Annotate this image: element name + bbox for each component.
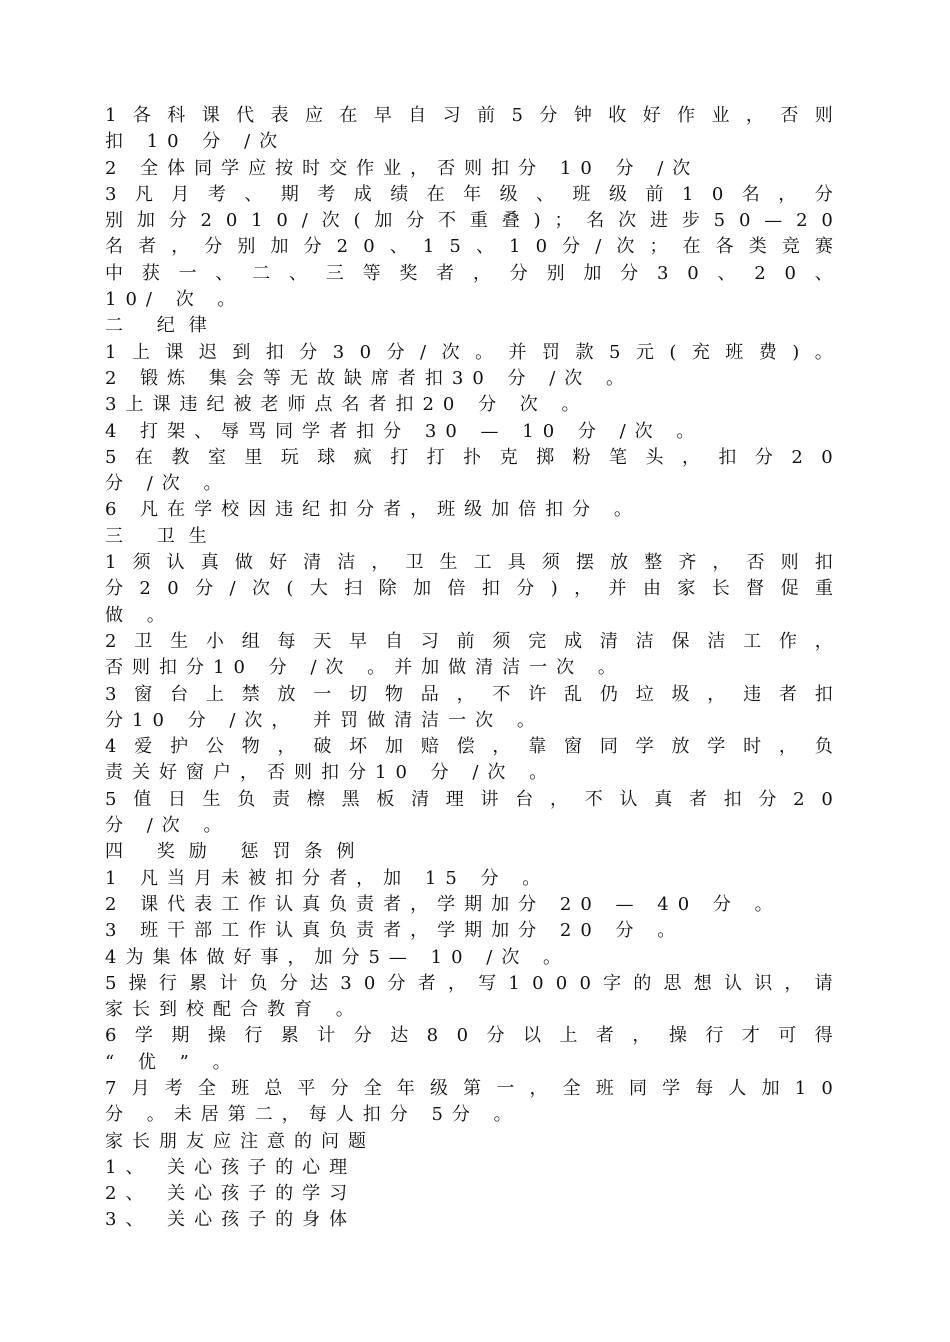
text-line: 6 学 期 操 行 累 计 分 达 8 0 分 以 上 者 ， 操 行 才 可 得 xyxy=(105,1025,833,1047)
text-line: 1 各 科 课 代 表 应 在 早 自 习 前 5 分 钟 收 好 作 业 ， 否 则 xyxy=(105,105,833,126)
text-line: 责关好窗户，否则扣分10 分 /次 。 xyxy=(105,762,557,784)
text-line: 2 全体同学应按时交作业，否则扣分 10 分 /次 xyxy=(105,157,700,179)
section-heading-hygiene: 三 卫生 xyxy=(105,525,221,547)
text-line: 5 值 日 生 负 责 檫 黑 板 清 理 讲 台 ， 不 认 真 者 扣 分 2 0 xyxy=(105,788,833,810)
text-line: 3 凡 月 考 、 期 考 成 绩 在 年 级 、 班 级 前 1 0 名 ， 分 xyxy=(105,183,833,205)
text-line: 否则扣分10 分 /次 。并加做清洁一次 。 xyxy=(105,657,625,679)
text-line: 名 者 ， 分 别 加 分 2 0 、 1 5 、 1 0 分 / 次 ； 在 各 类 竞 赛 xyxy=(105,236,833,258)
text-line: 分 /次 。 xyxy=(105,473,231,495)
text-line: 4 打架、辱骂同学者扣分 30 — 10 分 /次 。 xyxy=(105,420,704,442)
text-line: 1 须 认 真 做 好 清 洁 ， 卫 生 工 具 须 摆 放 整 齐 ， 否 则 扣 xyxy=(105,552,833,574)
text-line: 1 凡当月未被扣分者，加 15 分 。 xyxy=(105,867,550,889)
text-line: 别 加 分 2 0 1 0 / 次 ( 加 分 不 重 叠 ) ； 名 次 进 步 5 0 — 2 0 xyxy=(105,210,833,232)
text-line: 做 。 xyxy=(105,604,174,626)
text-line: 3上课违纪被老师点名者扣20 分 次 。 xyxy=(105,394,589,416)
text-line: 7 月 考 全 班 总 平 分 全 年 级 第 一 ， 全 班 同 学 每 人 加 1 0 xyxy=(105,1077,833,1099)
section-heading-rewards: 四 奖励 惩罚条例 xyxy=(105,841,369,863)
text-line: 1 上 课 迟 到 扣 分 3 0 分 / 次 。 并 罚 款 5 元 ( 充 班 费 ) 。 xyxy=(105,341,833,363)
section-heading-parents: 家长朋友应注意的问题 xyxy=(105,1130,375,1152)
text-line: 1、 关心孩子的心理 xyxy=(105,1156,357,1178)
text-line: 分 。未居第二，每人扣分 5分 。 xyxy=(105,1104,521,1126)
text-line: 3、 关心孩子的身体 xyxy=(105,1209,357,1231)
text-line: 分 /次 。 xyxy=(105,815,231,837)
text-line: 中 获 一 、 二 、 三 等 奖 者 ， 分 别 加 分 3 0 、 2 0 、 xyxy=(105,262,833,284)
text-line: 5 在 教 室 里 玩 球 疯 打 打 扑 克 掷 粉 笔 头 ， 扣 分 2 0 xyxy=(105,446,833,468)
text-line: 家长到校配合教育 。 xyxy=(105,999,363,1021)
text-line: 扣 10 分 /次 xyxy=(105,131,287,153)
text-line: 2 锻炼 集会等无故缺席者扣30 分 /次 。 xyxy=(105,367,634,389)
section-heading-discipline: 二 纪律 xyxy=(105,315,221,337)
text-line: 5 操 行 累 计 负 分 达 3 0 分 者 ， 写 1 0 0 0 字 的 思 想 认 识 ， 请 xyxy=(105,972,833,994)
text-line: 3 班干部工作认真负责者，学期加分 20 分 。 xyxy=(105,920,685,942)
text-line: 2 卫 生 小 组 每 天 早 自 习 前 须 完 成 清 洁 保 洁 工 作 ， xyxy=(105,630,833,652)
text-line: 6 凡在学校因违纪扣分者，班级加倍扣分 。 xyxy=(105,499,641,521)
text-line: 3 窗 台 上 禁 放 一 切 物 品 ， 不 许 乱 仍 垃 圾 ， 违 者 扣 xyxy=(105,683,833,705)
text-line: 分10 分 /次， 并罚做清洁一次 。 xyxy=(105,709,544,731)
text-line: 10/ 次 。 xyxy=(105,289,245,311)
text-line: 分 2 0 分 / 次 ( 大 扫 除 加 倍 扣 分 ) ， 并 由 家 长 督 促 重 xyxy=(105,578,833,600)
text-line: “ 优 ” 。 xyxy=(105,1051,240,1073)
text-line: 4为集体做好事，加分5— 10 /次 。 xyxy=(105,946,571,968)
text-line: 2、 关心孩子的学习 xyxy=(105,1183,357,1205)
text-line: 2 课代表工作认真负责者，学期加分 20 — 40 分 。 xyxy=(105,893,782,915)
text-line: 4 爱 护 公 物 ， 破 坏 加 赔 偿 ， 靠 窗 同 学 放 学 时 ， 负 xyxy=(105,736,833,758)
document-body xyxy=(105,103,833,1234)
